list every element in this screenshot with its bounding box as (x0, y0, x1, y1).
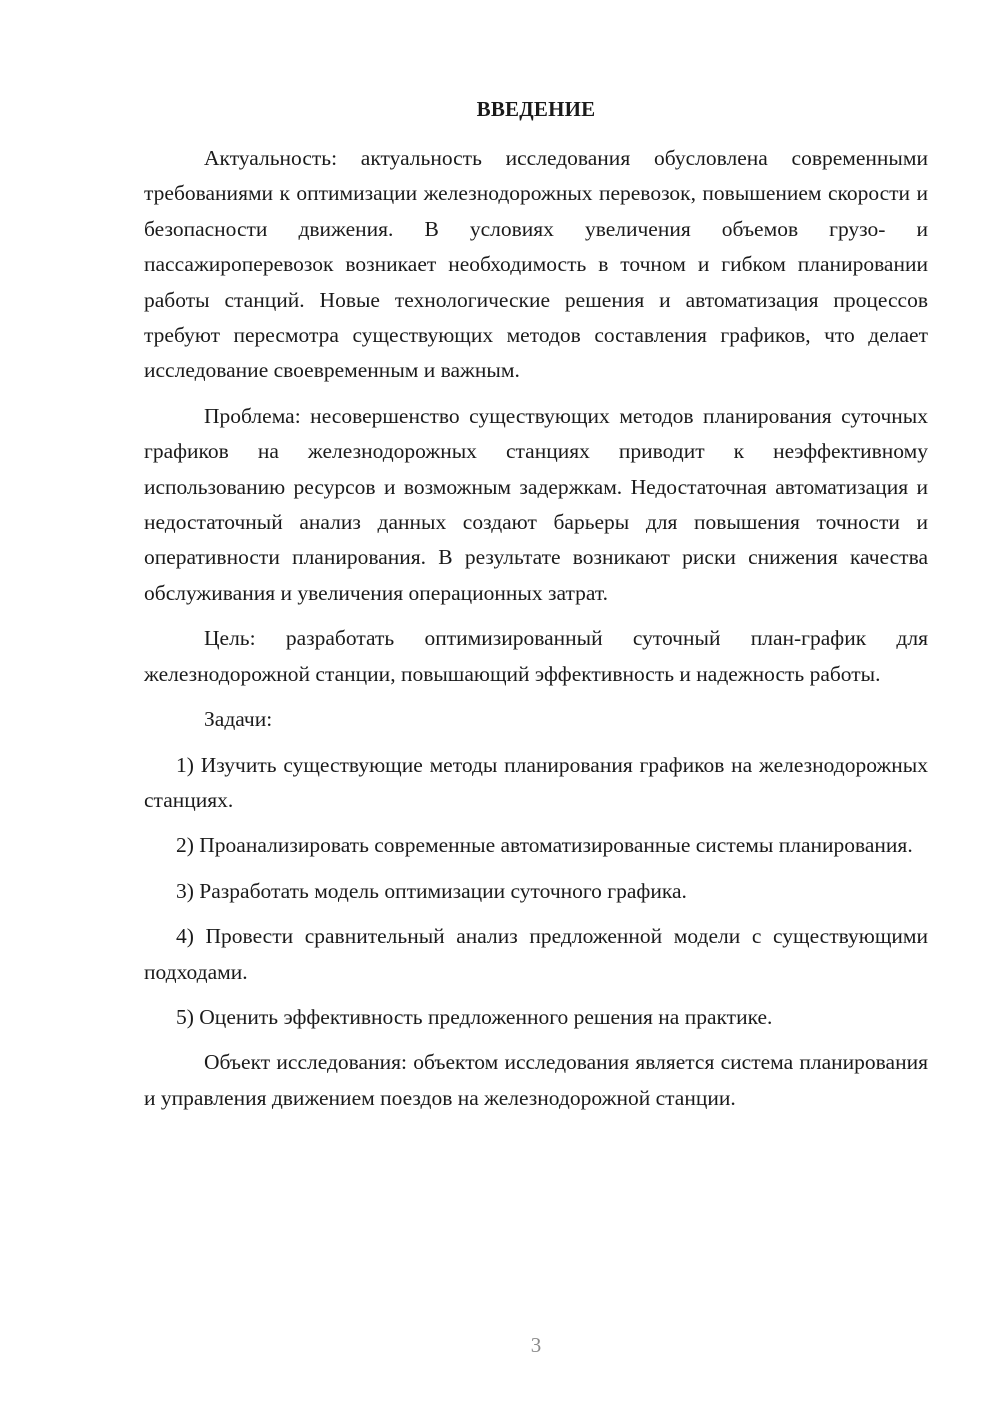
task-item-1: 1) Изучить существующие методы планирования графиков на железнодорожных станциях. (144, 752, 928, 812)
task-item-3: 3) Разработать модель оптимизации суточного графика. (176, 878, 687, 903)
paragraph-problem: Проблема: несовершенство существующих методов планирования суточных графиков на железнодорожных станциях приводит к неэффективному использованию ресурсов и возможным задержкам. Недостаточная автоматизация и недостаточный анализ данных создают барьеры для повышения точности и оперативности планирования. В результате возникают риски снижения качества обслуживания и увеличения операционных затрат. (144, 403, 928, 605)
paragraph-object: Объект исследования: объектом исследования является система планирования и управления движением поездов на железнодорожной станции. (144, 1050, 928, 1110)
paragraph-goal: Цель: разработать оптимизированный суточный план-график для железнодорожной станции, повышающий эффективность и надежность работы. (144, 626, 928, 686)
page-title: ВВЕДЕНИЕ (476, 97, 596, 121)
paragraph-relevance: Актуальность: актуальность исследования обусловлена современными требованиями к оптимизации железнодорожных перевозок, повышением скорости и безопасности движения. В условиях увеличения объемов грузо- и пассажироперевозок возникает необходимость в точном и гибком планировании работы станций. Новые технологические решения и автоматизация процессов требуют пересмотра существующих методов составления графиков, что делает исследование своевременным и важным. (144, 146, 928, 383)
task-item-4: 4) Провести сравнительный анализ предложенной модели с существующими подходами. (144, 924, 928, 984)
page-number: 3 (530, 1333, 542, 1357)
document-body (144, 141, 928, 1116)
task-item-2: 2) Проанализировать современные автоматизированные системы планирования. (176, 833, 913, 858)
task-item-5: 5) Оценить эффективность предложенного решения на практике. (176, 1004, 773, 1029)
tasks-heading: Задачи: (204, 707, 273, 732)
